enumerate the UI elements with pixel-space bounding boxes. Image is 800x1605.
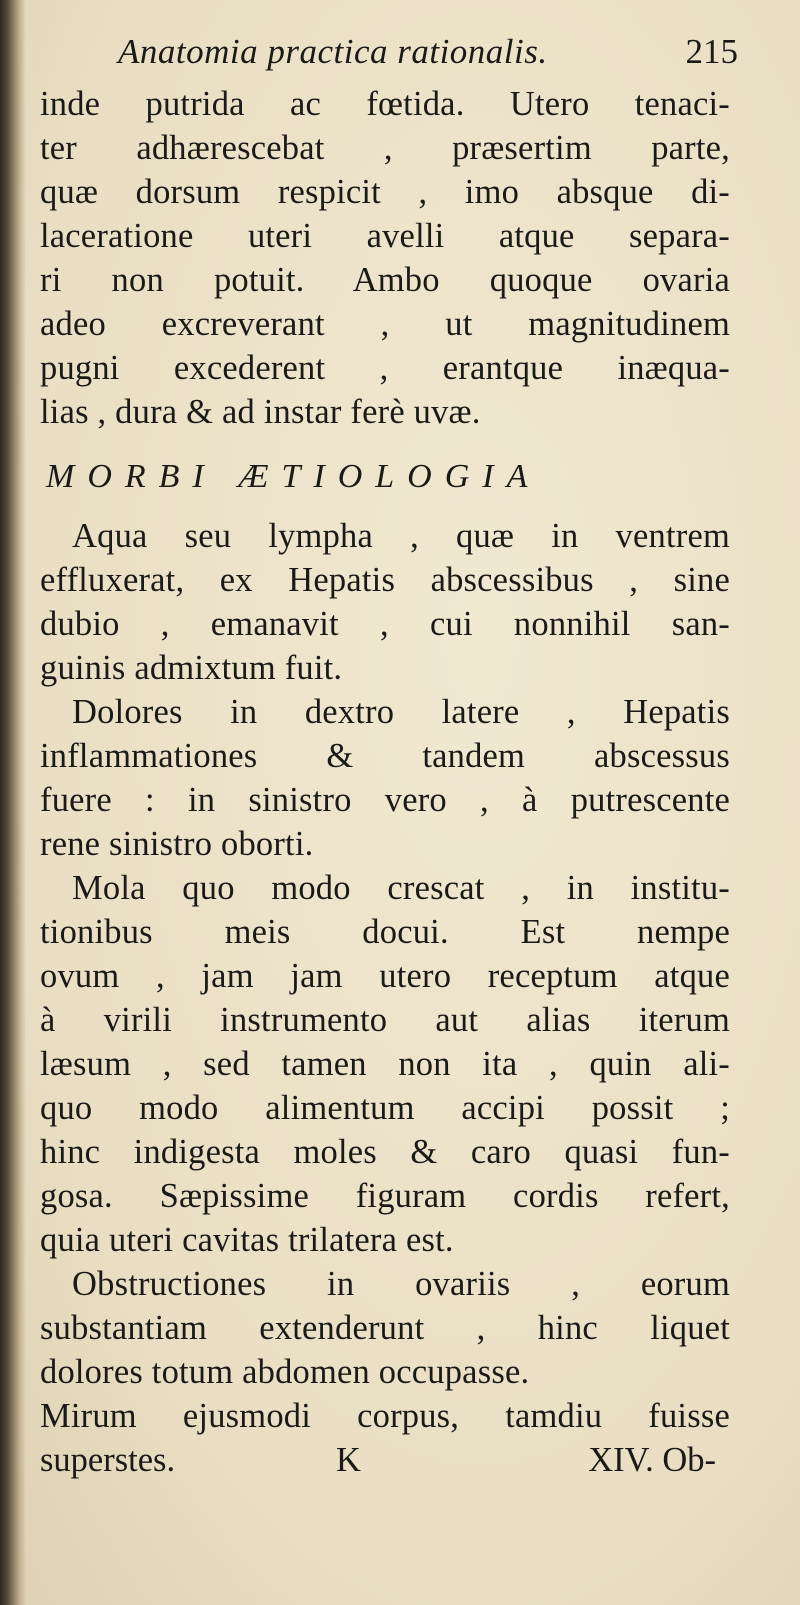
text-line: Obstructiones in ovariis , eorum bbox=[72, 1265, 730, 1303]
text-line: dubio , emanavit , cui nonnihil san- bbox=[40, 605, 730, 643]
text-line: à virili instrumento aut alias iterum bbox=[40, 1001, 730, 1039]
text-line: pugni excederent , erantque inæqua- bbox=[40, 349, 730, 387]
text-line: inflammationes & tandem abscessus bbox=[40, 737, 730, 775]
paragraph-3 bbox=[40, 690, 730, 866]
text-line: ovum , jam jam utero receptum atque bbox=[40, 957, 730, 995]
text-line: fuere : in sinistro vero , à putrescente bbox=[40, 781, 730, 819]
text-line: Mola quo modo crescat , in institu- bbox=[72, 869, 730, 907]
text-line: adeo excreverant , ut magnitudinem bbox=[40, 305, 730, 343]
text-line: effluxerat, ex Hepatis abscessibus , sine bbox=[40, 561, 730, 599]
book-gutter bbox=[0, 0, 26, 1605]
text-line: substantiam extenderunt , hinc liquet bbox=[40, 1309, 730, 1347]
text-line: læsum , sed tamen non ita , quin ali- bbox=[40, 1045, 730, 1083]
paragraph-1 bbox=[40, 82, 730, 434]
text-line: laceratione uteri avelli atque separa- bbox=[40, 217, 730, 255]
text-line: ri non potuit. Ambo quoque ovaria bbox=[40, 261, 730, 299]
running-head: Anatomia practica rationalis. bbox=[118, 32, 548, 71]
text-line: rene sinistro oborti. bbox=[40, 825, 314, 863]
page-number: 215 bbox=[685, 32, 738, 71]
text-line: lias , dura & ad instar ferè uvæ. bbox=[40, 393, 481, 431]
paragraph-4 bbox=[40, 866, 730, 1262]
paragraph-5 bbox=[40, 1262, 730, 1438]
page-header bbox=[118, 32, 738, 86]
text-line: Aqua seu lympha , quæ in ventrem bbox=[72, 517, 730, 555]
text-line: inde putrida ac fœtida. Utero tenaci- bbox=[40, 85, 730, 123]
text-line: Mirum ejusmodi corpus, tamdiu fuisse bbox=[40, 1397, 730, 1435]
signature-mark: K bbox=[336, 1441, 361, 1479]
catchword: XIV. Ob- bbox=[588, 1441, 716, 1479]
text-line: gosa. Sæpissime figuram cordis refert, bbox=[40, 1177, 730, 1215]
text-line: quia uteri cavitas trilatera est. bbox=[40, 1221, 454, 1259]
page-body bbox=[40, 82, 730, 1482]
text-line: Dolores in dextro latere , Hepatis bbox=[72, 693, 730, 731]
section-heading: MORBI ÆTIOLOGIA bbox=[46, 458, 541, 495]
text-line: ter adhærescebat , præsertim parte, bbox=[40, 129, 730, 167]
text-line: guinis admixtum fuit. bbox=[40, 649, 343, 687]
text-line: superstes. bbox=[40, 1441, 176, 1479]
text-line: tionibus meis docui. Est nempe bbox=[40, 913, 730, 951]
text-line: dolores totum abdomen occupasse. bbox=[40, 1353, 530, 1391]
text-line: hinc indigesta moles & caro quasi fun- bbox=[40, 1133, 730, 1171]
page-footer bbox=[40, 1438, 730, 1482]
paragraph-2 bbox=[40, 514, 730, 690]
text-line: quæ dorsum respicit , imo absque di- bbox=[40, 173, 730, 211]
text-line: quo modo alimentum accipi possit ; bbox=[40, 1089, 730, 1127]
